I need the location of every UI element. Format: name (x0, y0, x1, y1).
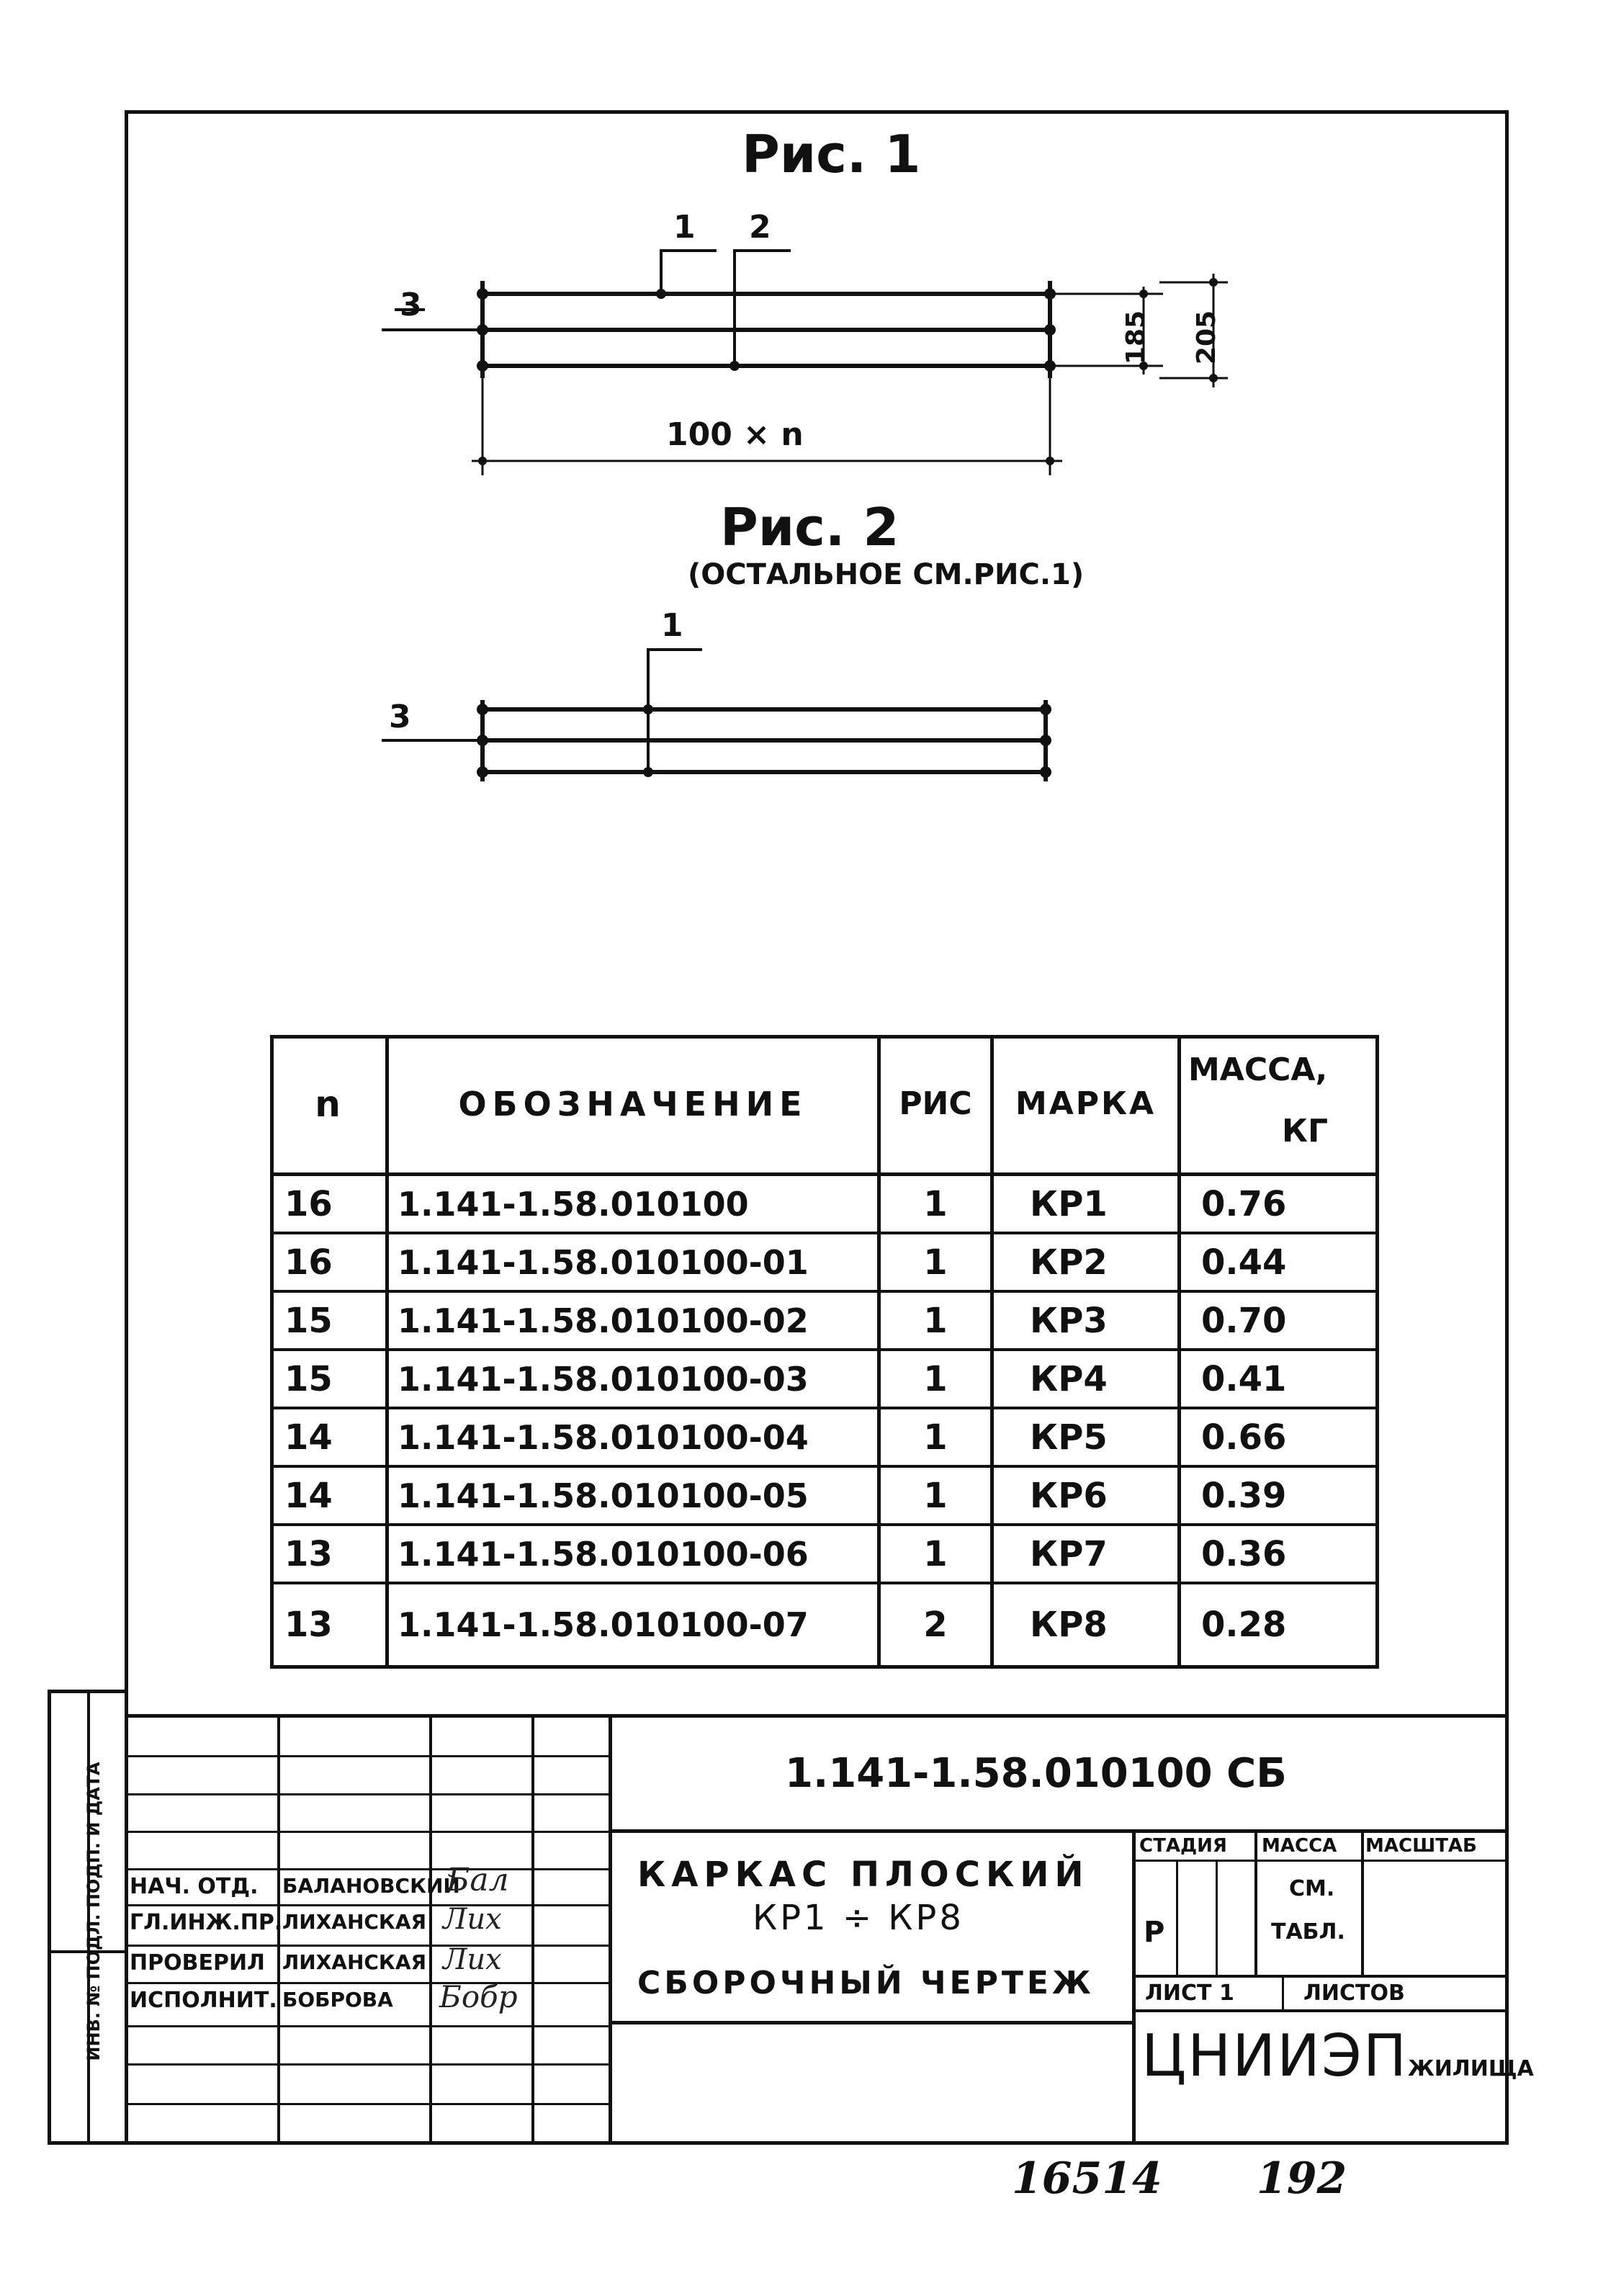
signature-4: Бобр (439, 1979, 518, 2014)
fig1-drawing (360, 202, 1296, 504)
handwritten-number-left: 16514 (1012, 2153, 1162, 2204)
fig2-drawing (360, 634, 1080, 807)
row-6-designation: 1.141-1.58.010100-05 (398, 1476, 809, 1515)
row-3-n: 15 (284, 1301, 333, 1341)
row-8-mass: 0.28 (1201, 1605, 1287, 1645)
role-chief-eng: ГЛ.ИНЖ.ПР. (130, 1910, 283, 1935)
signature-1: Бал (446, 1862, 509, 1898)
row-5-n: 14 (284, 1417, 333, 1458)
role-head-dept: НАЧ. ОТД. (130, 1874, 259, 1899)
title-name-line2: КР1 ÷ КР8 (753, 1898, 964, 1938)
fig2-title: Рис. 2 (720, 497, 899, 557)
row-4-designation: 1.141-1.58.010100-03 (398, 1360, 809, 1399)
row-4-fig: 1 (923, 1359, 948, 1399)
fig1-dim-205: 205 (1192, 310, 1222, 365)
row-6-fig: 1 (923, 1476, 948, 1516)
handwritten-number-right: 192 (1257, 2153, 1347, 2204)
row-4-n: 15 (284, 1359, 333, 1399)
fig1-dim-width: 100 × n (666, 416, 804, 453)
header-mass-unit: КГ (1282, 1113, 1329, 1149)
header-fig: РИС (899, 1085, 972, 1122)
row-6-mass: 0.39 (1201, 1476, 1287, 1516)
row-7-mass: 0.36 (1201, 1534, 1287, 1574)
fig1-callout-1: 1 (673, 209, 696, 246)
mass-value-1: СМ. (1289, 1876, 1335, 1901)
role-executed: ИСПОЛНИТ. (130, 1988, 277, 2013)
signature-3: Лих (443, 1943, 502, 1976)
row-7-designation: 1.141-1.58.010100-06 (398, 1535, 809, 1574)
header-designation: ОБОЗНАЧЕНИЕ (458, 1084, 808, 1124)
row-3-fig: 1 (923, 1301, 948, 1341)
scale-label: МАСШТАБ (1365, 1835, 1477, 1857)
inventory-label: ИНВ. № ПОДЛ. ПОДП. И ДАТА (84, 1762, 104, 2061)
fig1-callout-2: 2 (749, 209, 771, 246)
title-name-line1: КАРКАС ПЛОСКИЙ (637, 1855, 1090, 1895)
fig2-callout-3: 3 (389, 699, 411, 735)
stage-value: Р (1144, 1916, 1165, 1949)
row-1-n: 16 (284, 1184, 333, 1224)
row-2-designation: 1.141-1.58.010100-01 (398, 1243, 809, 1282)
role-checked: ПРОВЕРИЛ (130, 1950, 265, 1976)
mass-label: МАССА (1262, 1835, 1337, 1857)
row-1-designation: 1.141-1.58.010100 (398, 1185, 749, 1224)
fig1-callout-3: 3 (400, 287, 422, 323)
sheet-label: ЛИСТ 1 (1145, 1981, 1234, 2006)
row-6-mark: КР6 (1030, 1476, 1108, 1516)
row-4-mark: КР4 (1030, 1359, 1108, 1399)
row-1-fig: 1 (923, 1184, 948, 1224)
name-3: ЛИХАНСКАЯ (282, 1950, 427, 1974)
fig2-note: (ОСТАЛЬНОЕ СМ.РИС.1) (688, 558, 1085, 591)
row-7-mark: КР7 (1030, 1534, 1108, 1574)
row-7-n: 13 (284, 1534, 333, 1574)
title-name-line3: СБОРОЧНЫЙ ЧЕРТЕЖ (637, 1965, 1095, 2001)
row-5-mass: 0.66 (1201, 1417, 1287, 1458)
org-suffix: ЖИЛИЩА (1407, 2056, 1534, 2081)
row-1-mark: КР1 (1030, 1184, 1108, 1224)
fig1-title: Рис. 1 (742, 124, 921, 184)
row-3-mass: 0.70 (1201, 1301, 1287, 1341)
fig1-dim-185: 185 (1121, 310, 1152, 365)
header-mark: МАРКА (1015, 1085, 1157, 1122)
name-4: БОБРОВА (282, 1988, 393, 2012)
row-8-designation: 1.141-1.58.010100-07 (398, 1605, 809, 1644)
row-5-fig: 1 (923, 1417, 948, 1458)
sheets-label: ЛИСТОВ (1303, 1981, 1405, 2006)
name-1: БАЛАНОВСКИЙ (282, 1874, 460, 1898)
row-5-mark: КР5 (1030, 1417, 1108, 1458)
row-7-fig: 1 (923, 1534, 948, 1574)
row-8-n: 13 (284, 1605, 333, 1645)
name-2: ЛИХАНСКАЯ (282, 1910, 427, 1934)
row-3-mark: КР3 (1030, 1301, 1108, 1341)
row-3-designation: 1.141-1.58.010100-02 (398, 1301, 809, 1340)
row-6-n: 14 (284, 1476, 333, 1516)
mass-value-2: ТАБЛ. (1271, 1919, 1345, 1945)
row-2-mass: 0.44 (1201, 1242, 1287, 1283)
row-2-mark: КР2 (1030, 1242, 1108, 1283)
row-2-fig: 1 (923, 1242, 948, 1283)
row-5-designation: 1.141-1.58.010100-04 (398, 1418, 809, 1457)
signature-2: Лих (443, 1903, 502, 1936)
row-1-mass: 0.76 (1201, 1184, 1287, 1224)
fig2-callout-1: 1 (661, 607, 683, 644)
row-8-fig: 2 (923, 1605, 948, 1645)
header-mass: МАССА, (1188, 1051, 1328, 1088)
row-4-mass: 0.41 (1201, 1359, 1287, 1399)
org-name (1141, 2022, 1534, 2089)
stage-label: СТАДИЯ (1139, 1835, 1227, 1857)
row-8-mark: КР8 (1030, 1605, 1108, 1645)
header-n: n (315, 1082, 341, 1125)
document-code: 1.141-1.58.010100 СБ (785, 1750, 1287, 1797)
org-main: ЦНИИЭП (1141, 2022, 1408, 2089)
row-2-n: 16 (284, 1242, 333, 1283)
